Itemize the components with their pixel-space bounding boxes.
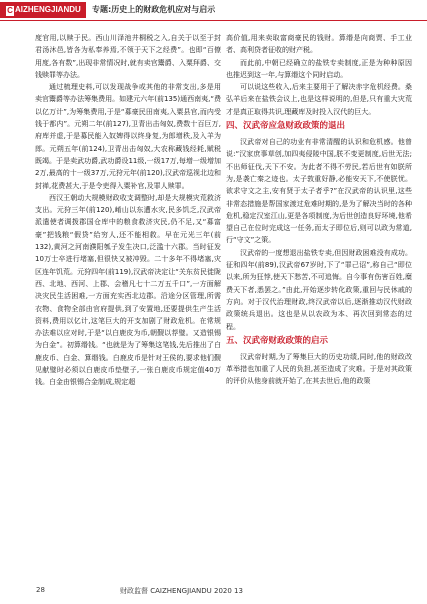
paragraph: 而此前,中朝已经确立的盐铁专卖制度,正是为种种原因也推迟到这一年,与算缗这个同时启动。 [226, 58, 412, 79]
paragraph: 汉武帝的一度想退出盐铁专卖,但因财政困难没有成功。征和四年(前89),汉武帝67岁时,下了“罪己诏”,称自己“即位以来,所为狂悖,使天下愁苦,不可追悔。自今事有伤害百姓,糜费天下者,悉罢之。”由此,开始逐步转化政策,重回与民休戚的方向。对于汉代治理财政,终汉武帝以后,逐渐推动汉代财政政策统兵退出。这也是从以农政为本、再次回到常态的过程。 [226, 248, 412, 331]
brand-name: AIZHENGJIANDU [15, 5, 81, 14]
right-column [226, 32, 412, 388]
page-footer [0, 580, 427, 604]
page-number: 28 [36, 586, 45, 594]
section-subheading: 四、汉武帝应急财政政策的退出 [226, 121, 346, 132]
paragraph: 汉武帝对自己的功业有非常清醒的认识和危机感。他曾说:“汉家庶事草创,加四夷侵陵中国,朕不变更制度,后世无法;不出师征伐,天下不安。为此者不得不劳民,若后世有如朕所为,是袭亡秦之迹也。太子敦重好静,必能安天下,不使朕忧。欲求守文之主,安有贤于太子者乎?”在汉武帝的认识里,这些非常态措施是帮国家渡过危难时期的,是为了解决当时的各种危机,稳定汉室江山,更是各项制度,为后世创造良好环境,他希望自己在位时完成这一任务,而太子即位后,则可以政为常道,行“守文”之策。 [226, 138, 412, 245]
section-subheading: 五、汉武帝财政政策的启示 [226, 335, 329, 346]
paragraph: 通过梳理史料,可以发现战争或其他的非常支出,多是用卖官鬻爵等办法筹集费用。如建元六年(前135)通西南夷,“费以亿万计”,为筹集费用,于是“募豪民田南夷,入粟县官,而内受钱于都内”。元朔二年(前127),卫青出击匈奴,费数十百巨万,府库并虚,于是募民能入奴婢得以终身复,为郎增秩,及入羊为郎。元朔五年(前124),卫青出击匈奴,大农称藏钱经耗,赋税既竭。于是卖武功爵,武功爵设11级,一级17万,每增一级增加2万,最高的十一级37万,元狩元年(前120),汉武帝巡视北边和封禅,花费甚大,于是令吏得入粟补官,及罪人赎罪。 [35, 83, 221, 190]
footer-magazine-info: 财政监督 CAIZHENGJIANDU 2020 13 [120, 587, 243, 595]
header-divider [0, 20, 427, 21]
magazine-brand [0, 2, 86, 18]
paragraph: 西汉王朝动大规模财政收支调整时,却是大规模灾荒救济支出。元狩三年(前120),崤山以东遭水灾,民多饥乏,汉武帝派遣使者调拨郡国仓库中的粮食救济灾民,仍不足,又“募富豪”把钱粮“假贷”给穷人,还不能相救。早在元光三年(前132),黄河之河南濮阳瓠子发生决口,泛滥十六郡。当时征发10万士卒进行堵塞,但很快又被冲毁。二十多年不得堵塞,灾区连年饥荒。元狩四年(前119),汉武帝决定让“关东贫民徙陇西、北地、西河、上郡、会稽凡七十二万五千口”,一方面解决灾民生活困难,一方面充实西北边郡。沿途分区管理,所需衣物、食物全部由官府提供,到了安置地,还要提供生产生活资料,费用以亿计,这笔巨大的开支加剧了财政危机。在常规办法难以应对时,于是“以白鹿皮为币,朝觐以荐璧。又造银锡为白金”。初算缗钱。“也就是为了筹集这笔钱,先后推出了白鹿皮币、白金、算缗钱。白鹿皮币是针对王侯的,要求他们觐见献璧时必须以白鹿皮币垫壁子,一张白鹿皮币规定值40万钱。白金由银锡合金制成,规定超 [35, 193, 221, 387]
page-header [0, 0, 427, 22]
brand-initial: C [7, 6, 13, 15]
paragraph: 高价值,用来卖取富商豪民的钱财。算缗是向商贾、手工业者、高利贷者征收的财产税。 [226, 34, 412, 55]
left-column [35, 32, 221, 389]
paragraph: 汉武帝时期,为了筹集巨大的历史功绩,同时,他的财政改革举措也加重了人民的负担,甚至造成了灾难。于是对其政策的评价从他身前就开始了,在其去世后,他的政策 [226, 352, 412, 386]
section-title: 专题:历史上的财政危机应对与启示 [92, 5, 216, 14]
paragraph: 可以说这些收入,后来主要用于了解决赤字危机经费。桑弘羊后来在盐铁会议上,也是这样说明的,但是,只有重大灾荒才是真正取得共识,理藏库及时投入汉代的巨大。 [226, 83, 412, 116]
paragraph: 度官用,以赎于民。西山川泽池井桐税之入,自关于以至于封君汤沐邑,皆各为私奉养焉,不领于天下之经费”。也即“百僚用度,各有数”,出现非常情况时,就有卖官鬻爵、入粟拜爵、交钱赎罪等办法。 [35, 34, 221, 79]
